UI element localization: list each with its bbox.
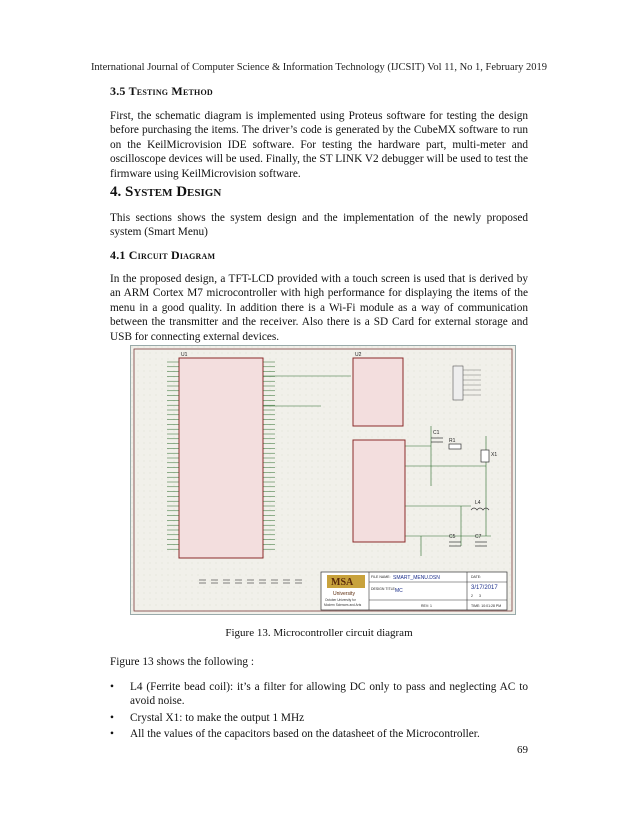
time-value: TIME: 10:01:28 PM <box>471 604 502 608</box>
list-item <box>110 727 528 741</box>
paragraph-testing-method: First, the schematic diagram is implemented using Proteus software for testing the design before purchasing the items. The driver’s code is generated by the CubeMX software to run on the KeilMicrovision IDE software. For testing the hardware part, multi-meter and oscilloscope devices will be used. Finally, the ST LINK V2 debugger will be used to test the firmware using KeilMicrovision software. <box>110 110 528 180</box>
logo-university: University <box>333 591 355 597</box>
section-heading-3-5: 3.5 Testing Method <box>110 84 213 98</box>
bullet-icon: • <box>110 728 114 741</box>
schematic-figure <box>130 345 516 615</box>
label-x1: X1 <box>491 452 498 458</box>
page-number: 69 <box>517 744 528 756</box>
logo-university-line2: October University for <box>325 598 356 602</box>
date-label: DATE: <box>471 575 482 579</box>
bullet-icon: • <box>110 711 114 724</box>
label-c1: C1 <box>433 430 440 436</box>
section-heading-4-1: 4.1 Circuit Diagram <box>110 248 216 262</box>
bullet-text: All the values of the capacitors based on the datasheet of the Microcontroller. <box>130 728 480 741</box>
schematic-drawing <box>131 346 515 614</box>
u2-label: U2 <box>355 352 362 358</box>
rev-value: REV: 1 <box>421 604 432 608</box>
page-number-value: 2 <box>471 594 473 598</box>
page-of-value: 3 <box>479 594 481 598</box>
paragraph-figure-intro: Figure 13 shows the following : <box>110 656 255 668</box>
list-item <box>110 680 528 709</box>
bullet-icon: • <box>110 681 114 693</box>
list-item <box>110 711 528 725</box>
paragraph-circuit-diagram: In the proposed design, a TFT-LCD provided with a touch screen is used that is derived by an ARM Cortex M7 microcontroller with high performance for displaying the items of the menu in a good quality. In addition there is a Wi-Fi module as a way of communication between the transmitter and the receiver. Also there is a SD Card for external storage and USB for connecting external devices. <box>110 273 528 343</box>
title-block <box>321 572 507 610</box>
label-c7: C7 <box>475 534 482 540</box>
label-r1: R1 <box>449 438 456 444</box>
bullet-text: Crystal X1: to make the output 1 MHz <box>130 711 305 724</box>
u1-label: U1 <box>181 352 188 358</box>
date-value: 3/17/2017 <box>471 585 498 591</box>
label-l4: L4 <box>475 500 481 506</box>
logo-university-line3: Modern Sciences and Arts <box>324 603 362 607</box>
design-title-label: DESIGN TITLE: <box>371 587 396 591</box>
journal-header: International Journal of Computer Science & Information Technology (IJCSIT) Vol 11, No 1, February 2019 <box>90 62 548 73</box>
file-name-label: FILE NAME: <box>371 575 391 579</box>
section-heading-4: 4. System Design <box>110 184 222 200</box>
design-title: MC <box>395 588 403 594</box>
bullet-text: L4 (Ferrite bead coil): it’s a filter for allowing DC only to pass and neglecting AC to avoid noise. <box>130 681 528 708</box>
paragraph-system-design: This sections shows the system design and the implementation of the newly proposed system (Smart Menu) <box>110 212 528 239</box>
file-name: SMART_MENU.DSN <box>393 575 440 581</box>
logo-text: MSA <box>331 577 354 588</box>
label-c5: C5 <box>449 534 456 540</box>
bullet-list <box>110 680 528 744</box>
figure-caption: Figure 13. Microcontroller circuit diagram <box>225 627 413 639</box>
